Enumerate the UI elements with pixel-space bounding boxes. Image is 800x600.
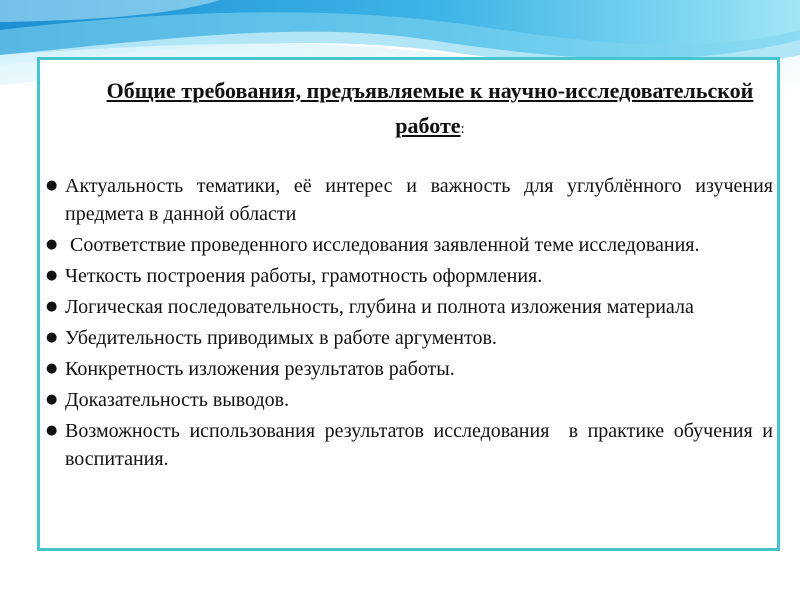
bullet-icon: ● [46,361,58,376]
bullet-icon: ● [46,237,58,252]
list-item: ● Соответствие проведенного исследования заявленной теме исследования. [44,231,773,259]
list-item: ● Убедительность приводимых в работе аргументов. [44,324,773,352]
list-item: ● Возможность использования результатов исследования в практике обучения и воспитания. [44,417,773,473]
bullet-icon: ● [46,423,58,438]
list-item: ● Конкретность изложения результатов работы. [44,355,773,383]
slide-title: Общие требования, предъявляемые к научно-исследовательской работе: [106,78,754,138]
list-item: ● Логическая последовательность, глубина и полнота изложения материала [44,293,773,321]
bullet-icon: ● [46,299,58,314]
list-item: ● Доказательность выводов. [44,386,773,414]
requirements-list [44,172,778,476]
bullet-icon: ● [46,330,58,345]
list-item: ● Четкость построения работы, грамотность оформления. [44,262,773,290]
bullet-icon: ● [46,392,58,407]
content-frame [37,57,780,551]
list-item: ● Актуальность тематики, её интерес и важность для углублённого изучения предмета в данной области [44,172,773,228]
bullet-icon: ● [46,178,58,193]
bullet-icon: ● [46,268,58,283]
